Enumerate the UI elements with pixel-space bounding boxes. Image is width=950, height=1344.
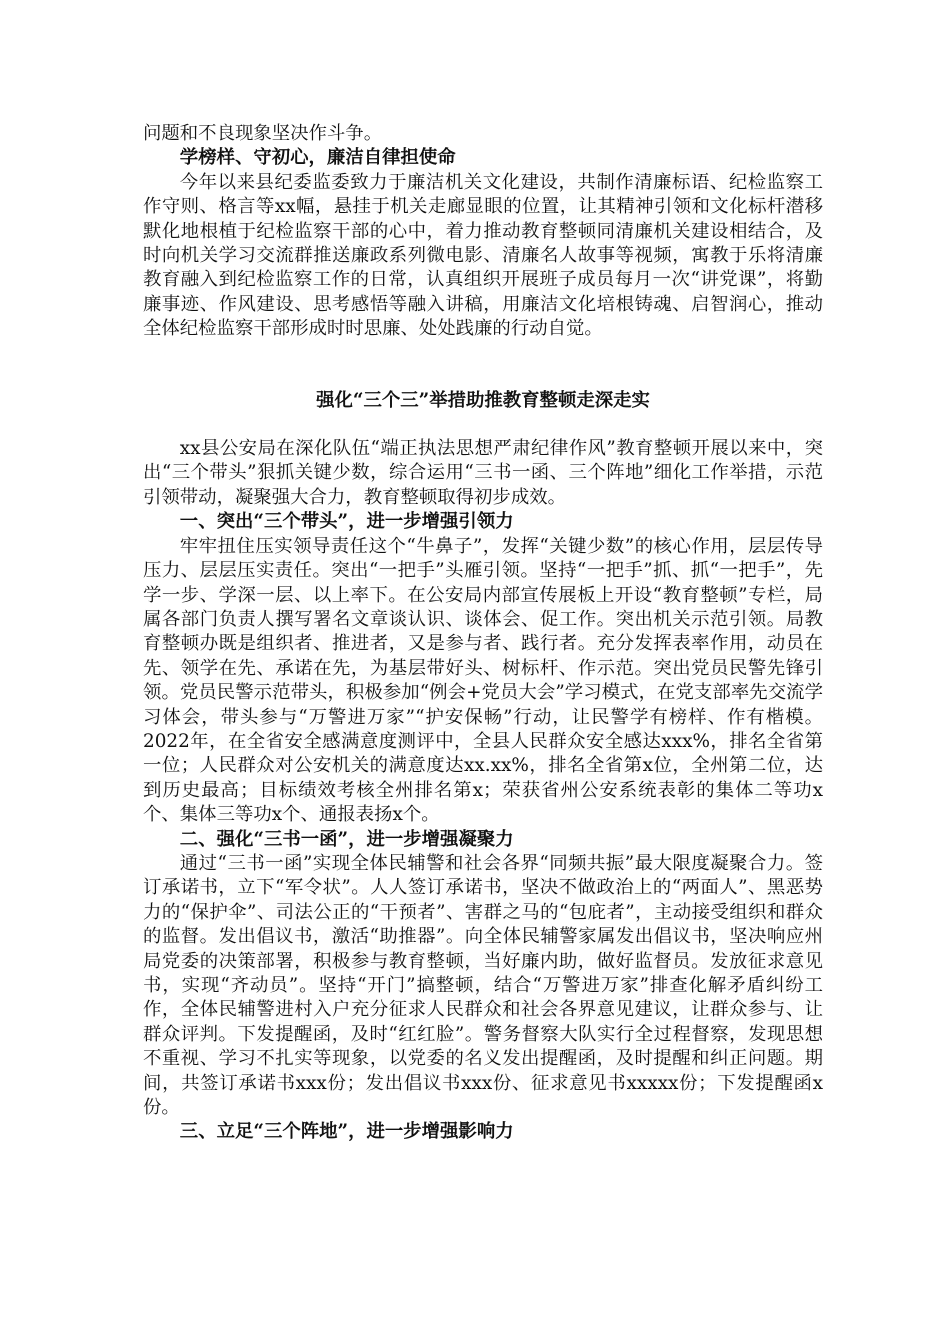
paragraph-three-leads: 牢牢扭住压实领导责任这个“牛鼻子”，发挥“关键少数”的核心作用，层层传导压力、层层压实责任。突出“一把手”头雁引领。坚持“一把手”抓、抓“一把手”，先学一步、学深一层、以上率下。在公安局内部宣传展板上开设“教育整顿”专栏，局属各部门负责人撰写署名文章谈认识、谈体会、促工作。突出机关示范引领。局教育整顿办既是组织者、推进者，又是参与者、践行者。充分发挥表率作用，动员在先、领学在先、承诺在先，为基层带好头、树标杆、作示范。突出党员民警先锋引领。党员民警示范带头，积极参加“例会+党员大会”学习模式，在党支部率先交流学习体会，带头参与“万警进万家”“护安保畅”行动，让民警学有榜样、作有楷模。2022年，在全省安全感满意度测评中，全县人民群众安全感达xxx%，排名全省第一位；人民群众对公安机关的满意度达xx.xx%，排名全省第x位，全州第二位，达到历史最高；目标绩效考核全州排名第x；荣获省州公安系统表彰的集体二等功x个、集体三等功x个、通报表扬x个。 xyxy=(143,535,823,826)
heading-three-leads: 一、突出“三个带头”，进一步增强引领力 xyxy=(179,511,514,533)
document-page xyxy=(143,122,823,1145)
spacer xyxy=(143,342,823,389)
spacer xyxy=(143,413,823,437)
heading-three-letters: 二、强化“三书一函”，进一步增强凝聚力 xyxy=(179,828,514,850)
article-title: 强化“三个三”举措助推教育整顿走深走实 xyxy=(316,389,650,411)
paragraph-clean-culture: 今年以来县纪委监委致力于廉洁机关文化建设，共制作清廉标语、纪检监察工作守则、格言等xx幅，悬挂于机关走廊显眼的位置，让其精神引领和文化标杆潜移默化地根植于纪检监察干部的心中，着力推动教育整顿同清廉机关建设相结合，及时向机关学习交流群推送廉政系列微电影、清廉名人故事等视频，寓教于乐将清廉教育融入到纪检监察工作的日常，认真组织开展班子成员每月一次“讲党课”，将勤廉事迹、作风建设、思考感悟等融入讲稿，用廉洁文化培根铸魂、启智润心，推动全体纪检监察干部形成时时思廉、处处践廉的行动自觉。 xyxy=(143,171,823,340)
paragraph-three-letters: 通过“三书一函”实现全体民辅警和社会各界“同频共振”最大限度凝聚合力。签订承诺书，立下“军令状”。人人签订承诺书，坚决不做政治上的“两面人”、黑恶势力的“保护伞”、司法公正的“干预者”、害群之马的“包庇者”，主动接受组织和群众的监督。发出倡议书，激活“助推器”。向全体民辅警家属发出倡议书，坚决响应州局党委的决策部署，积极参与教育整顿，当好廉内助，做好监督员。发放征求意见书，实现“齐动员”。坚持“开门”搞整顿，结合“万警进万家”排查化解矛盾纠纷工作，全体民辅警进村入户充分征求人民群众和社会各界意见建议，让群众参与、让群众评判。下发提醒函，及时“红红脸”。警务督察大队实行全过程督察，发现思想不重视、学习不扎实等现象，以党委的名义发出提醒函，及时提醒和纠正问题。期间，共签订承诺书xxx份；发出倡议书xxx份、征求意见书xxxxx份；下发提醒函x份。 xyxy=(143,852,823,1119)
section-heading-role-model: 学榜样、守初心，廉洁自律担使命 xyxy=(179,147,456,169)
article-intro: xx县公安局在深化队伍“端正执法思想严肃纪律作风”教育整顿开展以来中，突出“三个带头”狠抓关键少数，综合运用“三书一函、三个阵地”细化工作举措，示范引领带动，凝聚强大合力，教育整顿取得初步成效。 xyxy=(143,438,823,508)
heading-three-positions: 三、立足“三个阵地”，进一步增强影响力 xyxy=(179,1121,514,1143)
paragraph-continuation: 问题和不良现象坚决作斗争。 xyxy=(143,123,383,144)
